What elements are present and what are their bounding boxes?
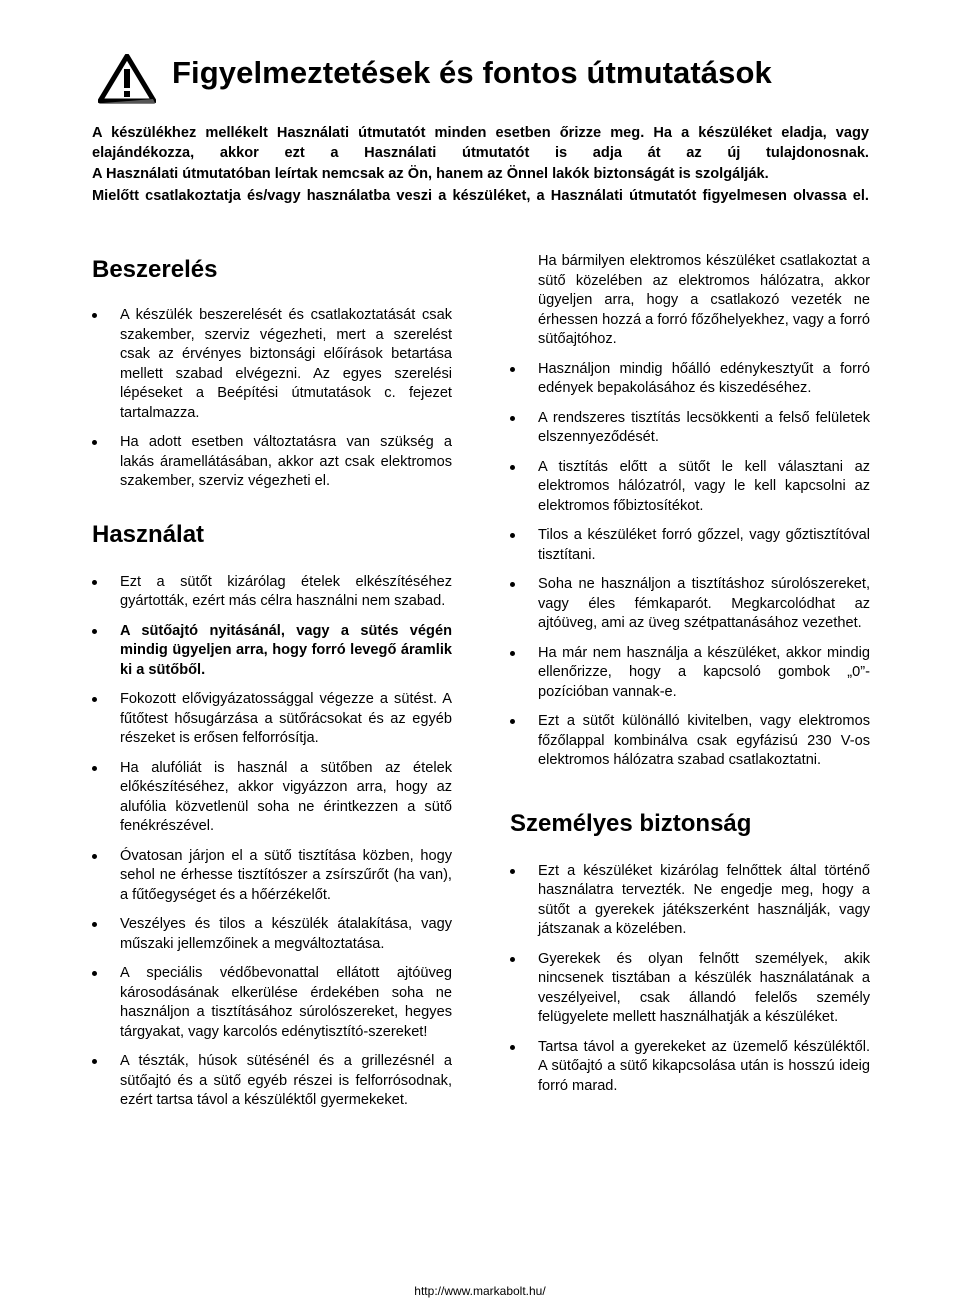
section-heading-installation: Beszerelés bbox=[92, 256, 218, 283]
bullet-icon bbox=[92, 1059, 97, 1064]
list-item bbox=[92, 690, 452, 749]
list-item-text: A készülék beszerelését és csatlakoztatását csak szakember, szerviz végezheti, mert a szerelést csak az érvényes biztonsági előírások betartása mellett szabad elvégezni. Az egyes szerelési lépéseket a Beépítési útmutatások c. fejezet tartalmazza. bbox=[120, 307, 452, 421]
list-item-text: Ezt a készüléket kizárólag felnőttek által történő használatra tervezték. Ne engedje meg, hogy a sütőt a gyerekek játékszerként használják, vagy játszanak a közelében. bbox=[538, 862, 870, 937]
list-item-text: Ha adott esetben változtatásra van szükség a lakás áramellátásában, akkor azt csak elektromos szakember, szerviz végezheti el. bbox=[120, 434, 452, 489]
list-item bbox=[92, 915, 452, 954]
list-item-text: Ezt a sütőt kizárólag ételek elkészítéséhez gyártották, ezért más célra használni nem szabad. bbox=[120, 573, 452, 609]
list-item bbox=[510, 360, 870, 399]
list-item-text: A sütőajtó nyitásánál, vagy a sütés végén mindig ügyeljen arra, hogy forró levegő áramlik ki a sütőből. bbox=[120, 622, 452, 678]
list-item-text: Veszélyes és tilos a készülék átalakítása, vagy műszaki jellemzőinek a megváltoztatása. bbox=[120, 916, 452, 952]
installation-list bbox=[92, 306, 452, 492]
list-item-text: Gyerekek és olyan felnőtt személyek, akik nincsenek tisztában a készülék használatának a veszélyeivel, csak állandó felelős személy felügyelete mellett használhatják a készüléket. bbox=[538, 950, 870, 1025]
bullet-icon bbox=[92, 580, 97, 585]
list-item-text: Ha már nem használja a készüléket, akkor mindig ellenőrizze, hogy a kapcsoló gombok „0”-pozícióban vannak-e. bbox=[538, 644, 870, 700]
bullet-icon bbox=[510, 367, 515, 372]
list-item-text: A rendszeres tisztítás lecsökkenti a felső felületek elszennyeződését. bbox=[538, 409, 870, 445]
bullet-icon bbox=[510, 416, 515, 421]
bullet-icon bbox=[92, 629, 97, 634]
list-item-text: Tartsa távol a gyerekeket az üzemelő készüléktől. A sütőajtó a sütő kikapcsolása után is hosszú ideig forró marad. bbox=[538, 1038, 870, 1094]
list-item bbox=[510, 409, 870, 448]
list-item-text: Tilos a készüléket forró gőzzel, vagy gőztisztítóval tisztítani. bbox=[538, 527, 870, 563]
list-item bbox=[92, 759, 452, 837]
list-item bbox=[92, 964, 452, 1042]
list-item bbox=[92, 306, 452, 423]
list-item bbox=[510, 862, 870, 940]
warning-icon bbox=[98, 54, 156, 104]
bullet-icon bbox=[510, 719, 515, 724]
list-item bbox=[92, 1052, 452, 1111]
list-item-text: Soha ne használjon a tisztításhoz súrolószereket, vagy éles fémkaparót. Megkarcolódhat az ajtóüveg, ami az üveg szétpattanásához vezethet. bbox=[538, 576, 870, 631]
bullet-icon bbox=[510, 465, 515, 470]
bullet-icon bbox=[510, 1045, 515, 1050]
section-heading-usage: Használat bbox=[92, 520, 205, 548]
list-item bbox=[510, 712, 870, 771]
list-item bbox=[92, 847, 452, 906]
intro-paragraph: A készülékhez mellékelt Használati útmutatót minden esetben őrizze meg. Ha a készüléket eladja, vagy elajándékozza, akkor ezt a Használati útmutatót is adja át az új tulajdonosnak. bbox=[92, 125, 869, 161]
section-heading-personal-safety: Személyes biztonság bbox=[510, 809, 752, 837]
list-item-text: Használjon mindig hőálló edénykesztyűt a forró edények bepakolásához és kiszedéséhez. bbox=[538, 360, 870, 396]
page-title: Figyelmeztetések és fontos útmutatások bbox=[172, 55, 772, 90]
list-item bbox=[510, 458, 870, 517]
bullet-icon bbox=[92, 766, 97, 771]
list-item-text: A speciális védőbevonattal ellátott ajtóüveg károsodásának elkerülése érdekében soha ne használjon a tisztításához súrolószereket, hegyes tárgyakat, vagy karcolós edénytisztító-szereket! bbox=[120, 965, 452, 1040]
intro-paragraph: A Használati útmutatóban leírtak nemcsak az Ön, hanem az Önnel lakók biztonságát is szolgálják. bbox=[92, 166, 769, 182]
bullet-icon bbox=[92, 313, 97, 318]
list-item bbox=[510, 644, 870, 703]
list-item bbox=[510, 1038, 870, 1097]
usage-continued-list bbox=[510, 360, 870, 771]
list-item-text: Ha alufóliát is használ a sütőben az ételek előkészítéséhez, akkor vigyázzon arra, hogy az alufólia közvetlenül soha ne érintkezzen a sütő fenékrészével. bbox=[120, 759, 452, 834]
list-item bbox=[92, 573, 452, 612]
bullet-icon bbox=[92, 971, 97, 976]
left-column bbox=[92, 252, 452, 1121]
bullet-icon bbox=[510, 533, 515, 538]
safety-list bbox=[510, 862, 870, 1097]
intro-text bbox=[92, 124, 869, 208]
list-item-text: Ezt a sütőt különálló kivitelben, vagy elektromos főzőlappal kombinálva csak egyfázisú 230 V-os elektromos hálózatra szabad csatlakoztatni. bbox=[538, 713, 870, 768]
right-column bbox=[510, 252, 870, 1106]
list-item-text: Fokozott elővigyázatossággal végezze a sütést. A fűtőtest hősugárzása a sütőrácsokat és az egyéb részeket is erősen felforrósítja. bbox=[120, 691, 452, 746]
footer-url: http://www.markabolt.hu/ bbox=[414, 1284, 546, 1298]
bullet-icon bbox=[92, 854, 97, 859]
list-item bbox=[510, 950, 870, 1028]
list-item-text: Óvatosan járjon el a sütő tisztítása közben, hogy sehol ne érhesse tisztítószer a zsírszűrőt (ha van), a fűtőegységet és a hőérzékelőt. bbox=[120, 847, 452, 903]
bullet-icon bbox=[510, 582, 515, 587]
bullet-icon bbox=[92, 440, 97, 445]
bullet-icon bbox=[92, 697, 97, 702]
list-item bbox=[92, 622, 452, 681]
list-item-text: A tisztítás előtt a sütőt le kell választani az elektromos hálózatról, vagy le kell kapcsolni az elektromos főbiztosítékot. bbox=[538, 458, 870, 514]
list-item bbox=[92, 433, 452, 492]
bullet-icon bbox=[510, 869, 515, 874]
page-header bbox=[92, 48, 892, 108]
usage-continued-text: Ha bármilyen elektromos készüléket csatlakoztat a sütő közelében az elektromos hálózatra, akkor ügyeljen arra, hogy a csatlakozó vezeték ne érhessen hozzá a forró főzőhelyekhez, vagy a forró sütőajtóhoz. bbox=[538, 253, 870, 347]
bullet-icon bbox=[510, 651, 515, 656]
usage-list bbox=[92, 573, 452, 1111]
bullet-icon bbox=[92, 922, 97, 927]
intro-paragraph: Mielőtt csatlakoztatja és/vagy használatba veszi a készüléket, a Használati útmutatót figyelmesen olvassa el. bbox=[92, 187, 869, 204]
bullet-icon bbox=[510, 957, 515, 962]
list-item bbox=[510, 575, 870, 634]
list-item-text: A tészták, húsok sütésénél és a grillezésnél a sütőajtó és a sütő egyéb részei is felforrósodnak, ezért tartsa távol a készüléktől gyermekeket. bbox=[120, 1053, 452, 1108]
list-item bbox=[510, 526, 870, 565]
